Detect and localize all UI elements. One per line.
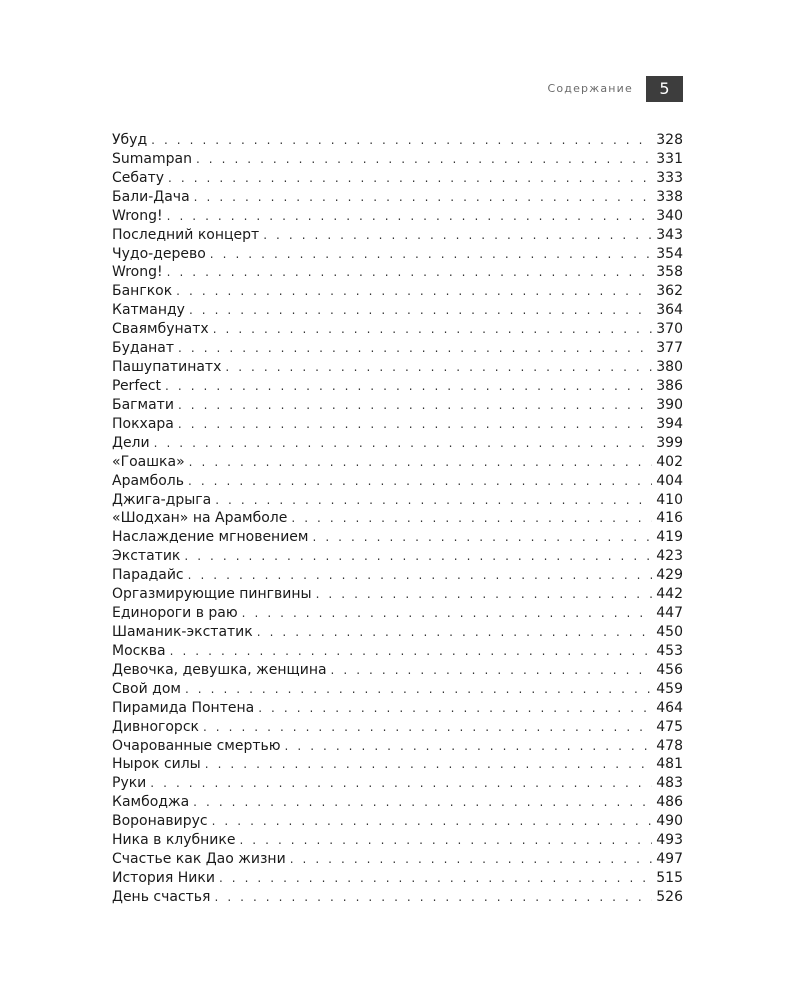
dot-leader: [290, 850, 652, 869]
toc-entry: [112, 188, 683, 207]
toc-entry: [112, 226, 683, 245]
toc-entry-title: Камбоджа: [112, 794, 190, 811]
toc-entry: [112, 547, 683, 566]
toc-entry: [112, 491, 683, 510]
toc-entry: [112, 755, 683, 774]
toc-entry: [112, 604, 683, 623]
toc-entry: [112, 793, 683, 812]
dot-leader: [225, 358, 652, 377]
toc-entry: [112, 207, 683, 226]
dot-leader: [215, 491, 652, 510]
toc-entry-title: Wrong!: [112, 264, 163, 281]
dot-leader: [196, 150, 652, 169]
dot-leader: [165, 377, 652, 396]
toc-entry-title: День счастья: [112, 888, 211, 905]
toc-entry-page: 410: [656, 491, 683, 508]
toc-entry: [112, 453, 683, 472]
toc-entry-page: 475: [656, 718, 683, 735]
toc-entry-page: 447: [656, 605, 683, 622]
toc-entry-page: 402: [656, 453, 683, 470]
dot-leader: [219, 869, 652, 888]
toc-entry-title: Шаманик-экстатик: [112, 623, 253, 640]
toc-entry-page: 450: [656, 623, 683, 640]
toc-entry-title: Руки: [112, 775, 147, 792]
toc-entry-title: Пашупатинатх: [112, 359, 222, 376]
section-title: Содержание: [547, 82, 633, 95]
toc-entry-title: Единороги в раю: [112, 605, 238, 622]
toc-entry: [112, 718, 683, 737]
toc-entry-page: 419: [656, 529, 683, 546]
toc-entry-page: 333: [656, 169, 683, 186]
dot-leader: [178, 339, 652, 358]
dot-leader: [176, 282, 652, 301]
dot-leader: [331, 661, 652, 680]
toc-entry-title: «Гоашка»: [112, 453, 185, 470]
toc-entry-page: 464: [656, 699, 683, 716]
dot-leader: [185, 680, 652, 699]
toc-entry: [112, 131, 683, 150]
toc-entry-title: Дивногорск: [112, 718, 199, 735]
toc-entry-page: 478: [656, 737, 683, 754]
toc-entry: [112, 680, 683, 699]
toc-entry-title: Арамболь: [112, 472, 185, 489]
toc-entry: [112, 301, 683, 320]
toc-entry-title: Счастье как Дао жизни: [112, 851, 286, 868]
toc-entry-title: Пирамида Понтена: [112, 699, 255, 716]
toc-entry: [112, 509, 683, 528]
toc-entry: [112, 869, 683, 888]
toc-entry-page: 404: [656, 472, 683, 489]
toc-entry-title: Нырок силы: [112, 756, 201, 773]
toc-entry-title: Чудо-дерево: [112, 245, 206, 262]
toc-entry: [112, 699, 683, 718]
toc-entry: [112, 245, 683, 264]
toc-entry-title: Очарованные смертью: [112, 737, 281, 754]
toc-entry: [112, 377, 683, 396]
toc-entry-page: 442: [656, 586, 683, 603]
toc-entry: [112, 415, 683, 434]
toc-entry-page: 338: [656, 188, 683, 205]
toc-entry-page: 453: [656, 642, 683, 659]
toc-entry-title: Оргазмирующие пингвины: [112, 586, 312, 603]
dot-leader: [151, 131, 652, 150]
toc-entry-page: 459: [656, 680, 683, 697]
dot-leader: [193, 793, 652, 812]
toc-entry-page: 429: [656, 567, 683, 584]
toc-entry-title: Wrong!: [112, 207, 163, 224]
toc-entry-title: «Шодхан» на Арамболе: [112, 510, 288, 527]
toc-entry-page: 386: [656, 377, 683, 394]
toc-entry-page: 486: [656, 794, 683, 811]
toc-entry: [112, 623, 683, 642]
toc-entry-page: 340: [656, 207, 683, 224]
toc-entry-page: 416: [656, 510, 683, 527]
dot-leader: [316, 585, 652, 604]
dot-leader: [150, 774, 652, 793]
dot-leader: [212, 812, 652, 831]
dot-leader: [242, 604, 652, 623]
toc-entry: [112, 812, 683, 831]
toc-entry-title: Багмати: [112, 396, 174, 413]
toc-entry-page: 394: [656, 415, 683, 432]
toc-entry-page: 399: [656, 434, 683, 451]
toc-entry-title: Бангкок: [112, 283, 173, 300]
toc-entry-page: 377: [656, 340, 683, 357]
dot-leader: [178, 396, 652, 415]
toc-entry-page: 493: [656, 832, 683, 849]
toc-entry-title: Парадайс: [112, 567, 184, 584]
toc-entry: [112, 320, 683, 339]
dot-leader: [188, 566, 652, 585]
dot-leader: [154, 434, 652, 453]
toc-entry-page: 490: [656, 813, 683, 830]
toc-entry-title: Себату: [112, 169, 165, 186]
toc-entry-title: Москва: [112, 642, 166, 659]
toc-entry: [112, 566, 683, 585]
toc-entry-page: 354: [656, 245, 683, 262]
toc-entry: [112, 150, 683, 169]
toc-entry: [112, 661, 683, 680]
toc-entry-page: 370: [656, 321, 683, 338]
toc-entry-page: 423: [656, 548, 683, 565]
dot-leader: [178, 415, 652, 434]
dot-leader: [213, 320, 652, 339]
toc-entry: [112, 850, 683, 869]
running-header: [0, 76, 800, 102]
toc-entry-page: 483: [656, 775, 683, 792]
toc-entry: [112, 888, 683, 907]
dot-leader: [210, 245, 652, 264]
dot-leader: [167, 263, 652, 282]
toc-entry-title: Бали-Дача: [112, 188, 190, 205]
toc-entry-page: 526: [656, 888, 683, 905]
dot-leader: [170, 642, 652, 661]
toc-entry: [112, 263, 683, 282]
dot-leader: [167, 207, 652, 226]
toc-entry-title: Ника в клубнике: [112, 832, 236, 849]
toc-entry: [112, 642, 683, 661]
dot-leader: [184, 547, 652, 566]
toc-entry: [112, 831, 683, 850]
dot-leader: [239, 831, 652, 850]
dot-leader: [168, 169, 652, 188]
toc-entry: [112, 339, 683, 358]
dot-leader: [291, 509, 652, 528]
toc-entry: [112, 282, 683, 301]
toc-entry: [112, 585, 683, 604]
toc-entry-title: Последний концерт: [112, 226, 260, 243]
toc-entry-title: Воронавирус: [112, 813, 208, 830]
page-number: 5: [646, 76, 683, 102]
toc-entry-page: 456: [656, 661, 683, 678]
dot-leader: [312, 528, 652, 547]
dot-leader: [263, 226, 652, 245]
dot-leader: [203, 718, 652, 737]
dot-leader: [189, 301, 652, 320]
toc-entry-title: Дели: [112, 434, 150, 451]
toc-entry-title: Свой дом: [112, 680, 181, 697]
dot-leader: [214, 888, 652, 907]
toc-entry-page: 515: [656, 869, 683, 886]
toc-entry-title: Sumampan: [112, 150, 192, 167]
toc-entry-page: 481: [656, 756, 683, 773]
toc-entry: [112, 774, 683, 793]
dot-leader: [189, 453, 652, 472]
toc-entry: [112, 396, 683, 415]
toc-entry-title: Убуд: [112, 132, 148, 148]
dot-leader: [205, 755, 652, 774]
toc-entry-page: 343: [656, 226, 683, 243]
toc-entry-page: 364: [656, 302, 683, 319]
toc-entry-page: 497: [656, 851, 683, 868]
toc-entry: [112, 358, 683, 377]
toc-entry-title: Буданат: [112, 340, 175, 357]
toc-entry-title: Катманду: [112, 302, 185, 319]
toc-entry-page: 328: [656, 132, 683, 148]
toc-entry-title: История Ники: [112, 869, 215, 886]
toc-entry-title: Наслаждение мгновением: [112, 529, 309, 546]
toc-entry: [112, 169, 683, 188]
dot-leader: [188, 472, 652, 491]
toc-entry-page: 390: [656, 396, 683, 413]
toc-entry-page: 331: [656, 150, 683, 167]
toc-entry: [112, 434, 683, 453]
toc-entry-title: Экстатик: [112, 548, 181, 565]
toc-entry-page: 380: [656, 359, 683, 376]
dot-leader: [257, 623, 652, 642]
dot-leader: [258, 699, 652, 718]
toc-entry-title: Джига-дрыга: [112, 491, 212, 508]
toc-entry: [112, 472, 683, 491]
toc-entry-title: Девочка, девушка, женщина: [112, 661, 327, 678]
toc-entry: [112, 528, 683, 547]
toc-entry-title: Покхара: [112, 415, 174, 432]
table-of-contents: [112, 131, 683, 907]
toc-entry-title: Сваямбунатх: [112, 321, 209, 338]
dot-leader: [285, 737, 652, 756]
toc-entry-title: Perfect: [112, 377, 162, 394]
dot-leader: [194, 188, 652, 207]
toc-entry-page: 362: [656, 283, 683, 300]
toc-entry: [112, 737, 683, 756]
toc-entry-page: 358: [656, 264, 683, 281]
